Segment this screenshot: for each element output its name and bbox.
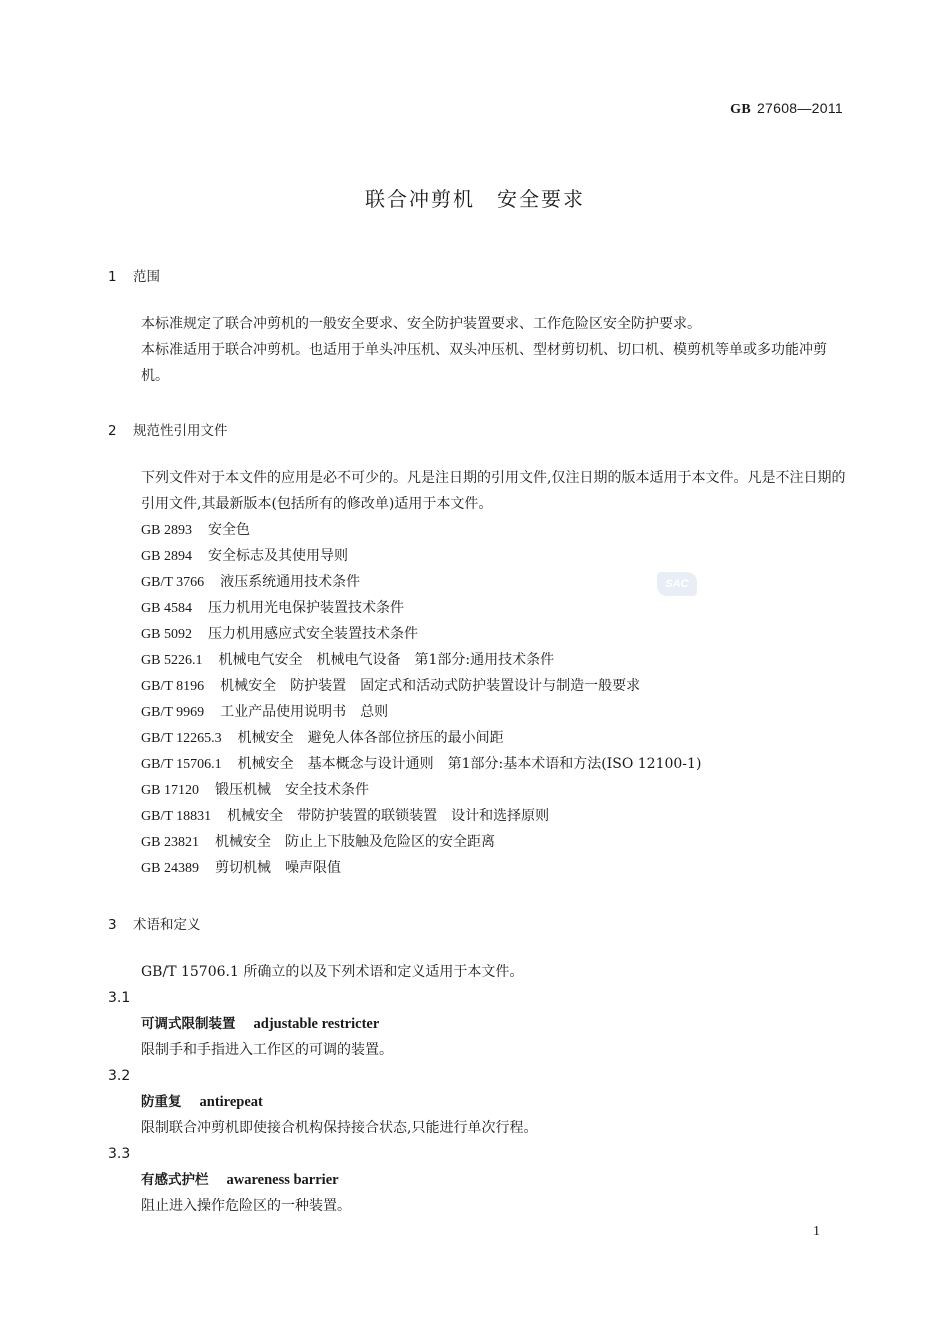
- reference-code: GB/T 12265.3: [141, 731, 222, 746]
- reference-code: GB 23821: [141, 835, 199, 850]
- reference-item: [141, 569, 360, 596]
- reference-title: 机械电气安全 机械电气设备 第1部分:通用技术条件: [218, 652, 555, 668]
- term-number: 3.2: [108, 1068, 131, 1084]
- reference-title: 安全标志及其使用导则: [207, 548, 348, 564]
- reference-title: 机械安全 避免人体各部位挤压的最小间距: [237, 730, 504, 746]
- reference-item: [141, 803, 549, 830]
- reference-code: GB 5092: [141, 627, 192, 642]
- term-definition: 阻止进入操作危险区的一种装置。: [141, 1198, 351, 1214]
- reference-title: 液压系统通用技术条件: [220, 574, 361, 590]
- reference-title: 压力机用感应式安全装置技术条件: [207, 626, 418, 642]
- reference-title: 机械安全 防止上下肢触及危险区的安全距离: [214, 834, 495, 850]
- term-name-zh: 有感式护栏: [141, 1172, 209, 1188]
- reference-code: GB/T 15706.1: [141, 757, 222, 772]
- section-heading-1: 1 范围: [108, 269, 160, 285]
- term-number: 3.1: [108, 990, 131, 1006]
- term-number: 3.3: [108, 1146, 131, 1162]
- reference-item: [141, 543, 348, 570]
- reference-item: [141, 621, 418, 648]
- term-definition: 限制联合冲剪机即使接合机构保持接合状态,只能进行单次行程。: [141, 1120, 538, 1136]
- term-name-en: adjustable restricter: [253, 1016, 380, 1032]
- term-name-en: antirepeat: [199, 1094, 263, 1110]
- reference-code: GB 5226.1: [141, 653, 203, 668]
- reference-item: [141, 777, 369, 804]
- reference-title: 安全色: [207, 522, 250, 538]
- reference-item: [141, 829, 495, 856]
- reference-item: [141, 751, 701, 778]
- title-part1: 联合冲剪机: [365, 187, 475, 211]
- reference-title: 机械安全 防护装置 固定式和活动式防护装置设计与制造一般要求: [220, 678, 641, 694]
- reference-title: 机械安全 基本概念与设计通则 第1部分:基本术语和方法(ISO 12100-1): [237, 756, 702, 772]
- title-part2: 安全要求: [497, 187, 585, 211]
- section-heading-2: 2 规范性引用文件: [108, 423, 228, 439]
- term-name-zh: 可调式限制装置: [141, 1016, 236, 1032]
- sac-watermark-logo: SAC: [657, 572, 697, 596]
- reference-item: [141, 725, 504, 752]
- terms-intro: GB/T 15706.1 所确立的以及下列术语和定义适用于本文件。: [141, 964, 524, 980]
- standard-code: [730, 100, 843, 118]
- section-heading-3: 3 术语和定义: [108, 917, 201, 933]
- reference-item: [141, 647, 554, 674]
- reference-item: [141, 673, 640, 700]
- page-number: 1: [813, 1224, 820, 1239]
- reference-code: GB 2894: [141, 549, 192, 564]
- reference-title: 工业产品使用说明书 总则: [220, 704, 389, 720]
- reference-title: 锻压机械 安全技术条件: [214, 782, 369, 798]
- reference-title: 剪切机械 噪声限值: [214, 860, 341, 876]
- reference-item: [141, 855, 341, 882]
- standard-prefix: GB: [730, 102, 751, 117]
- normative-refs-intro: 下列文件对于本文件的应用是必不可少的。凡是注日期的引用文件,仅注日期的版本适用于本文件。凡是不注日期的引用文件,其最新版本(包括所有的修改单)适用于本文件。: [141, 470, 846, 512]
- term-name-en: awareness barrier: [226, 1172, 339, 1188]
- scope-paragraph-1: 本标准规定了联合冲剪机的一般安全要求、安全防护装置要求、工作危险区安全防护要求。: [141, 316, 701, 332]
- reference-code: GB/T 8196: [141, 679, 205, 694]
- reference-title: 机械安全 带防护装置的联锁装置 设计和选择原则: [227, 808, 550, 824]
- reference-code: GB 24389: [141, 861, 199, 876]
- term-definition: 限制手和手指进入工作区的可调的装置。: [141, 1042, 393, 1058]
- reference-item: [141, 595, 404, 622]
- term-name: [141, 1167, 339, 1193]
- scope-paragraph-2: 本标准适用于联合冲剪机。也适用于单头冲压机、双头冲压机、型材剪切机、切口机、模剪机等单或多功能冲剪机。: [141, 342, 827, 384]
- reference-item: [141, 699, 388, 726]
- reference-code: GB 4584: [141, 601, 192, 616]
- term-name: [141, 1089, 263, 1115]
- reference-code: GB/T 9969: [141, 705, 205, 720]
- reference-title: 压力机用光电保护装置技术条件: [207, 600, 404, 616]
- page-title: [0, 183, 950, 212]
- reference-code: GB/T 18831: [141, 809, 212, 824]
- term-name: [141, 1011, 379, 1037]
- reference-item: [141, 517, 250, 544]
- term-name-zh: 防重复: [141, 1094, 182, 1110]
- reference-code: GB/T 3766: [141, 575, 205, 590]
- standard-number: 27608—2011: [756, 100, 843, 116]
- reference-code: GB 2893: [141, 523, 192, 538]
- reference-code: GB 17120: [141, 783, 199, 798]
